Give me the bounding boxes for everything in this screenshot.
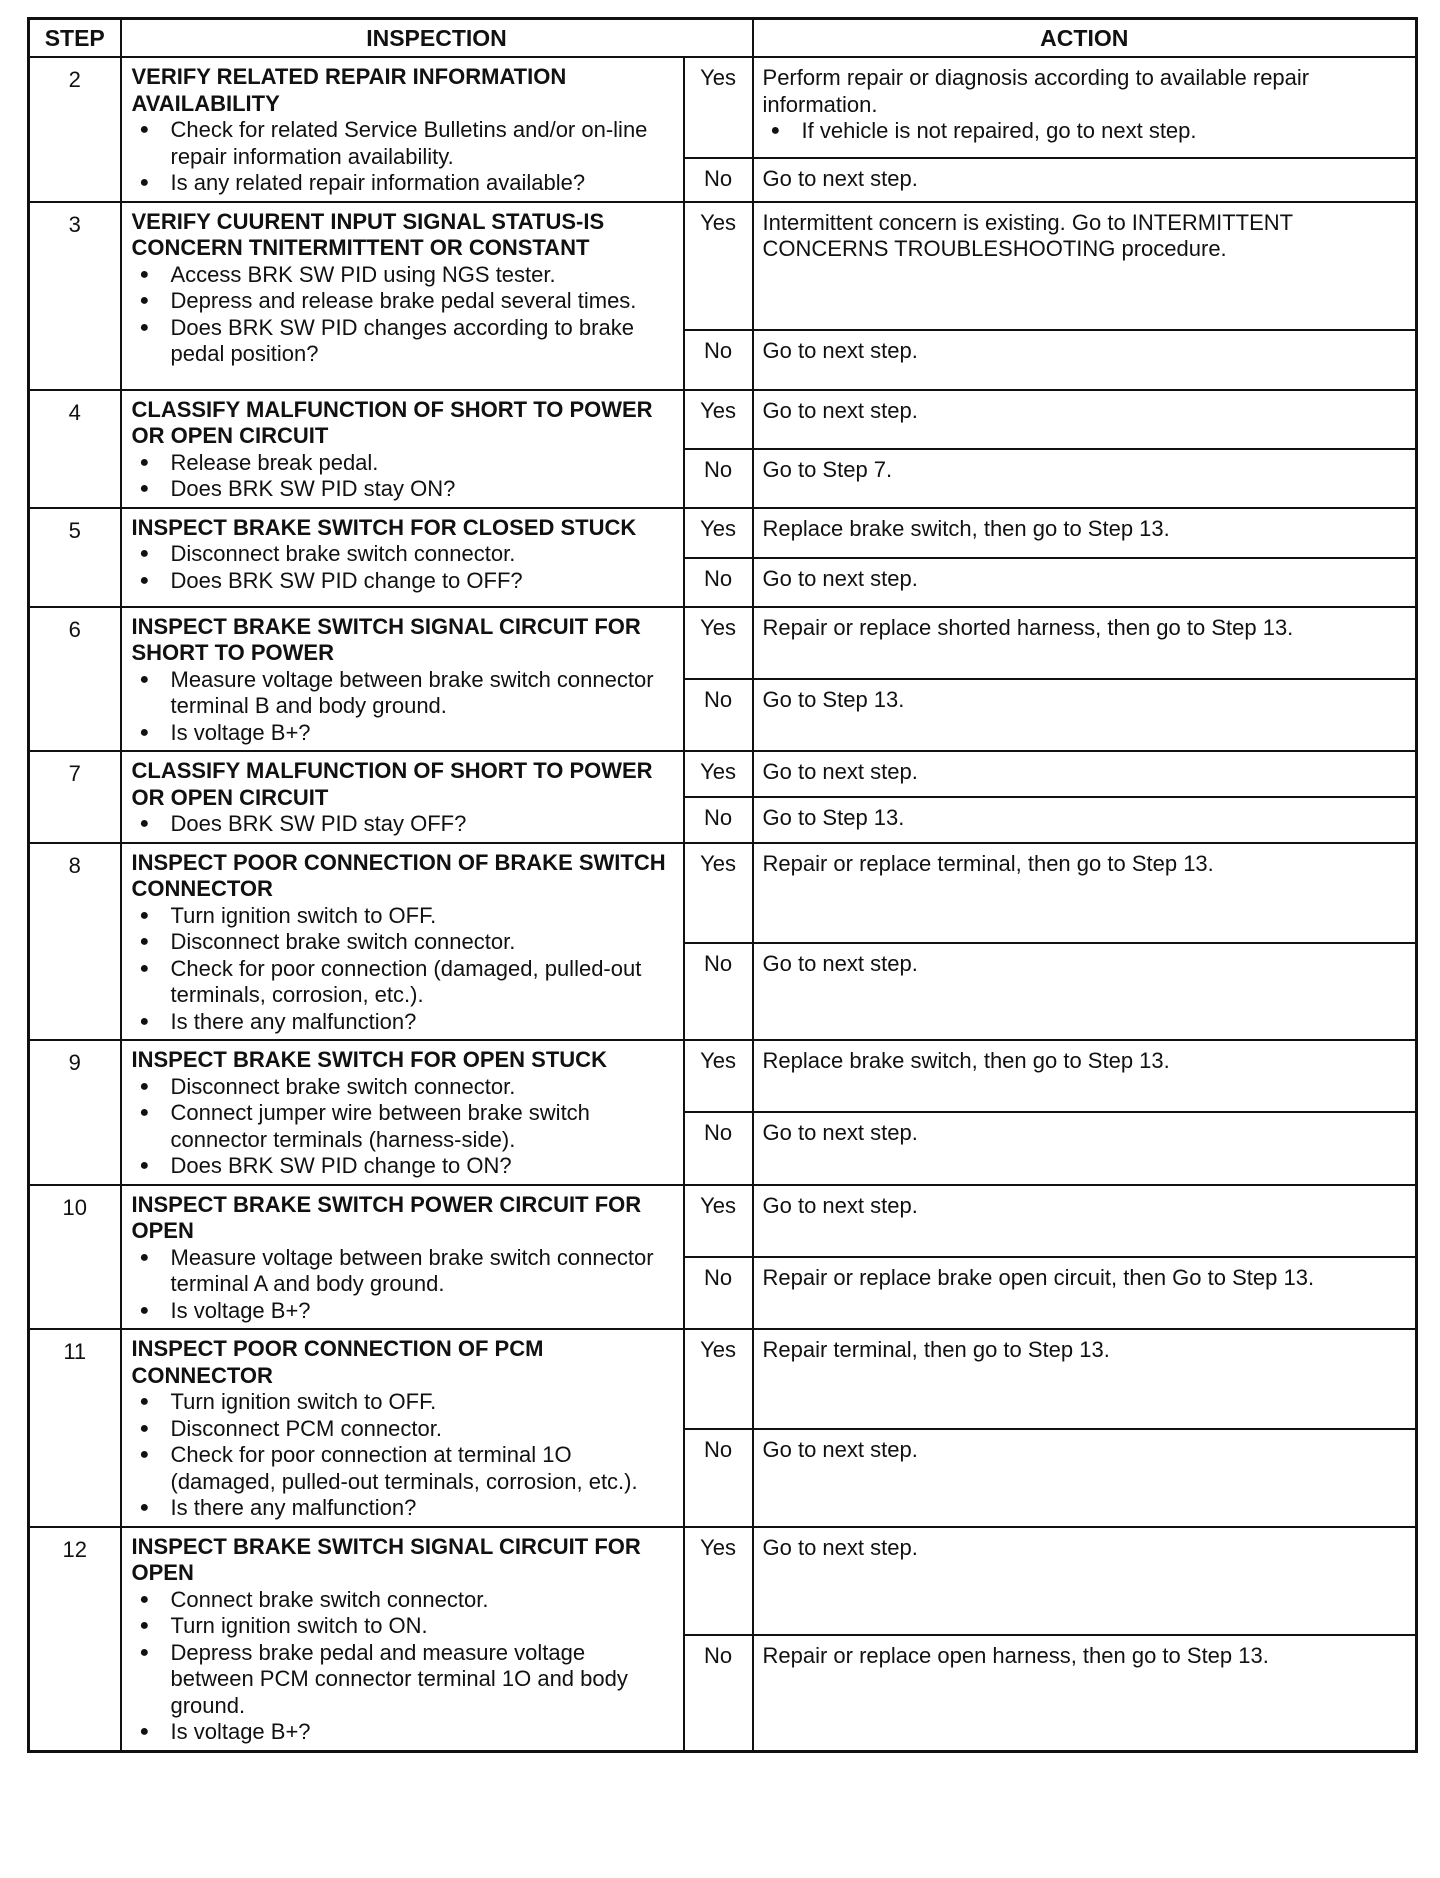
yes-action-text: Repair or replace terminal, then go to Step 13. [762, 850, 1214, 876]
no-action: Go to next step. [753, 943, 1417, 1040]
inspection-title: VERIFY CUURENT INPUT SIGNAL STATUS-IS CONCERN TNITERMITTENT OR CONSTANT [131, 208, 605, 260]
inspection-list [132, 1389, 673, 1522]
inspection-cell [121, 843, 684, 1041]
inspection-list [132, 811, 673, 838]
inspection-list [132, 1074, 673, 1180]
yes-action-text: Repair or replace shorted harness, then go to Step 13. [762, 614, 1294, 640]
yes-label: Yes [684, 607, 753, 679]
no-label: No [684, 1112, 753, 1184]
inspection-item: ● Turn ignition switch to OFF. [132, 1389, 673, 1416]
yes-label: Yes [684, 1185, 753, 1257]
step-number: 2 [29, 57, 121, 202]
yes-label: Yes [684, 390, 753, 450]
yes-label: Yes [684, 1329, 753, 1429]
no-label: No [684, 943, 753, 1040]
yes-action [753, 390, 1417, 450]
yes-action-text: Go to next step. [762, 1534, 918, 1560]
yes-action-text: Replace brake switch, then go to Step 13. [762, 1048, 1170, 1073]
yes-action [753, 1329, 1417, 1429]
header-action: ACTION [753, 19, 1417, 58]
inspection-list [132, 903, 673, 1036]
table-row [29, 390, 1417, 450]
no-label: No [684, 1635, 753, 1751]
inspection-list [132, 1587, 673, 1746]
no-label: No [684, 1257, 753, 1329]
step-number: 7 [29, 751, 121, 843]
step-number: 6 [29, 607, 121, 752]
no-action: Go to next step. [753, 558, 1417, 607]
table-row [29, 1527, 1417, 1636]
step-number: 4 [29, 390, 121, 508]
yes-action-text: Go to next step. [762, 397, 918, 423]
yes-action-text: Intermittent concern is existing. Go to INTERMITTENT CONCERNS TROUBLESHOOTING procedure. [762, 209, 1293, 261]
inspection-item: ● Check for poor connection at terminal 1O (damaged, pulled-out terminals, corrosion, etc.). [132, 1442, 673, 1495]
yes-action [753, 1527, 1417, 1636]
step-number: 11 [29, 1329, 121, 1527]
table-row [29, 508, 1417, 558]
inspection-item: ● Does BRK SW PID change to ON? [132, 1153, 673, 1180]
no-action: Go to next step. [753, 330, 1417, 390]
yes-action-text: Go to next step. [762, 759, 918, 784]
inspection-list [132, 117, 673, 197]
inspection-cell [121, 751, 684, 843]
troubleshooting-table-container [27, 17, 1415, 1753]
no-action: Go to Step 7. [753, 449, 1417, 507]
inspection-item: ● Does BRK SW PID changes according to brake pedal position? [132, 315, 673, 368]
inspection-item: ● Is there any malfunction? [132, 1009, 673, 1036]
step-number: 10 [29, 1185, 121, 1330]
step-number: 12 [29, 1527, 121, 1752]
inspection-item: ● Does BRK SW PID stay ON? [132, 476, 673, 503]
table-row [29, 751, 1417, 797]
inspection-item: ● Check for related Service Bulletins and/or on-line repair information availability. [132, 117, 673, 170]
inspection-item: ● Depress and release brake pedal several times. [132, 288, 673, 315]
yes-action-text: Replace brake switch, then go to Step 13. [762, 515, 1170, 541]
step-number: 8 [29, 843, 121, 1041]
no-action: Go to Step 13. [753, 797, 1417, 843]
inspection-list [132, 450, 673, 503]
inspection-cell [121, 1329, 684, 1527]
no-label: No [684, 1429, 753, 1527]
inspection-title: INSPECT BRAKE SWITCH SIGNAL CIRCUIT FOR SHORT TO POWER [131, 613, 641, 665]
troubleshooting-table [27, 17, 1418, 1753]
header-row [29, 19, 1417, 58]
inspection-item: ● Turn ignition switch to ON. [132, 1613, 673, 1640]
inspection-list [132, 262, 673, 368]
table-row [29, 1185, 1417, 1257]
inspection-cell [121, 1040, 684, 1185]
no-action: Go to next step. [753, 1429, 1417, 1527]
inspection-cell [121, 508, 684, 607]
no-label: No [684, 797, 753, 843]
inspection-title: CLASSIFY MALFUNCTION OF SHORT TO POWER OR OPEN CIRCUIT [131, 396, 653, 448]
no-action: Go to next step. [753, 158, 1417, 201]
inspection-item: ● Release break pedal. [132, 450, 673, 477]
yes-action [753, 508, 1417, 558]
yes-label: Yes [684, 202, 753, 330]
no-label: No [684, 330, 753, 390]
no-label: No [684, 679, 753, 751]
inspection-cell [121, 202, 684, 390]
inspection-cell [121, 607, 684, 752]
inspection-title: INSPECT BRAKE SWITCH POWER CIRCUIT FOR OPEN [131, 1191, 642, 1243]
inspection-title: CLASSIFY MALFUNCTION OF SHORT TO POWER OR OPEN CIRCUIT [131, 758, 653, 810]
yes-label: Yes [684, 751, 753, 797]
yes-label: Yes [684, 1040, 753, 1112]
yes-action [753, 1040, 1417, 1112]
step-number: 3 [29, 202, 121, 390]
yes-action-text: Go to next step. [762, 1192, 918, 1218]
yes-action-sub-item: ● If vehicle is not repaired, go to next step. [763, 118, 1407, 145]
inspection-item: ● Measure voltage between brake switch connector terminal A and body ground. [132, 1245, 673, 1298]
yes-action [753, 202, 1417, 330]
no-action: Repair or replace open harness, then go to Step 13. [753, 1635, 1417, 1751]
step-number: 9 [29, 1040, 121, 1185]
inspection-item: ● Check for poor connection (damaged, pulled-out terminals, corrosion, etc.). [132, 956, 673, 1009]
inspection-item: ● Does BRK SW PID change to OFF? [132, 568, 673, 595]
inspection-title: INSPECT BRAKE SWITCH FOR OPEN STUCK [131, 1047, 607, 1072]
no-label: No [684, 158, 753, 201]
yes-action-text: Repair terminal, then go to Step 13. [762, 1337, 1110, 1362]
yes-label: Yes [684, 508, 753, 558]
yes-action [753, 843, 1417, 944]
inspection-item: ● Access BRK SW PID using NGS tester. [132, 262, 673, 289]
table-body [29, 57, 1417, 1751]
yes-action-text: Perform repair or diagnosis according to available repair information. [762, 65, 1310, 117]
header-inspection: INSPECTION [121, 19, 753, 58]
inspection-cell [121, 57, 684, 202]
no-action: Go to next step. [753, 1112, 1417, 1184]
inspection-title: INSPECT POOR CONNECTION OF BRAKE SWITCH CONNECTOR [131, 849, 666, 901]
table-row [29, 57, 1417, 158]
inspection-item: ● Is any related repair information available? [132, 170, 673, 197]
table-row [29, 607, 1417, 679]
inspection-title: INSPECT BRAKE SWITCH FOR CLOSED STUCK [131, 514, 637, 540]
header-step: STEP [29, 19, 121, 58]
no-action: Go to Step 13. [753, 679, 1417, 751]
inspection-list [132, 1245, 673, 1325]
yes-action [753, 1185, 1417, 1257]
no-action: Repair or replace brake open circuit, then Go to Step 13. [753, 1257, 1417, 1329]
inspection-title: INSPECT BRAKE SWITCH SIGNAL CIRCUIT FOR OPEN [131, 1533, 641, 1585]
inspection-item: ● Is voltage B+? [132, 720, 673, 747]
inspection-item: ● Disconnect brake switch connector. [132, 541, 673, 568]
inspection-item: ● Disconnect PCM connector. [132, 1416, 673, 1443]
inspection-item: ● Disconnect brake switch connector. [132, 929, 673, 956]
yes-action [753, 607, 1417, 679]
no-label: No [684, 558, 753, 607]
yes-label: Yes [684, 57, 753, 158]
inspection-list [132, 667, 673, 747]
inspection-item: ● Turn ignition switch to OFF. [132, 903, 673, 930]
inspection-item: ● Depress brake pedal and measure voltage between PCM connector terminal 1O and body ground. [132, 1640, 673, 1720]
inspection-title: INSPECT POOR CONNECTION OF PCM CONNECTOR [131, 1336, 544, 1388]
yes-label: Yes [684, 1527, 753, 1636]
table-row [29, 1329, 1417, 1429]
yes-label: Yes [684, 843, 753, 944]
inspection-item: ● Connect brake switch connector. [132, 1587, 673, 1614]
inspection-item: ● Does BRK SW PID stay OFF? [132, 811, 673, 838]
yes-action [753, 751, 1417, 797]
inspection-item: ● Is voltage B+? [132, 1719, 673, 1746]
table-row [29, 1040, 1417, 1112]
inspection-item: ● Is voltage B+? [132, 1298, 673, 1325]
inspection-cell [121, 1185, 684, 1330]
table-row [29, 843, 1417, 944]
inspection-list [132, 541, 673, 594]
yes-action-sub-list [763, 118, 1407, 145]
inspection-title: VERIFY RELATED REPAIR INFORMATION AVAILABILITY [131, 64, 567, 116]
step-number: 5 [29, 508, 121, 607]
yes-action [753, 57, 1417, 158]
table-row [29, 202, 1417, 330]
inspection-item: ● Connect jumper wire between brake switch connector terminals (harness-side). [132, 1100, 673, 1153]
inspection-item: ● Measure voltage between brake switch connector terminal B and body ground. [132, 667, 673, 720]
inspection-cell [121, 390, 684, 508]
inspection-item: ● Is there any malfunction? [132, 1495, 673, 1522]
inspection-cell [121, 1527, 684, 1752]
no-label: No [684, 449, 753, 507]
inspection-item: ● Disconnect brake switch connector. [132, 1074, 673, 1101]
